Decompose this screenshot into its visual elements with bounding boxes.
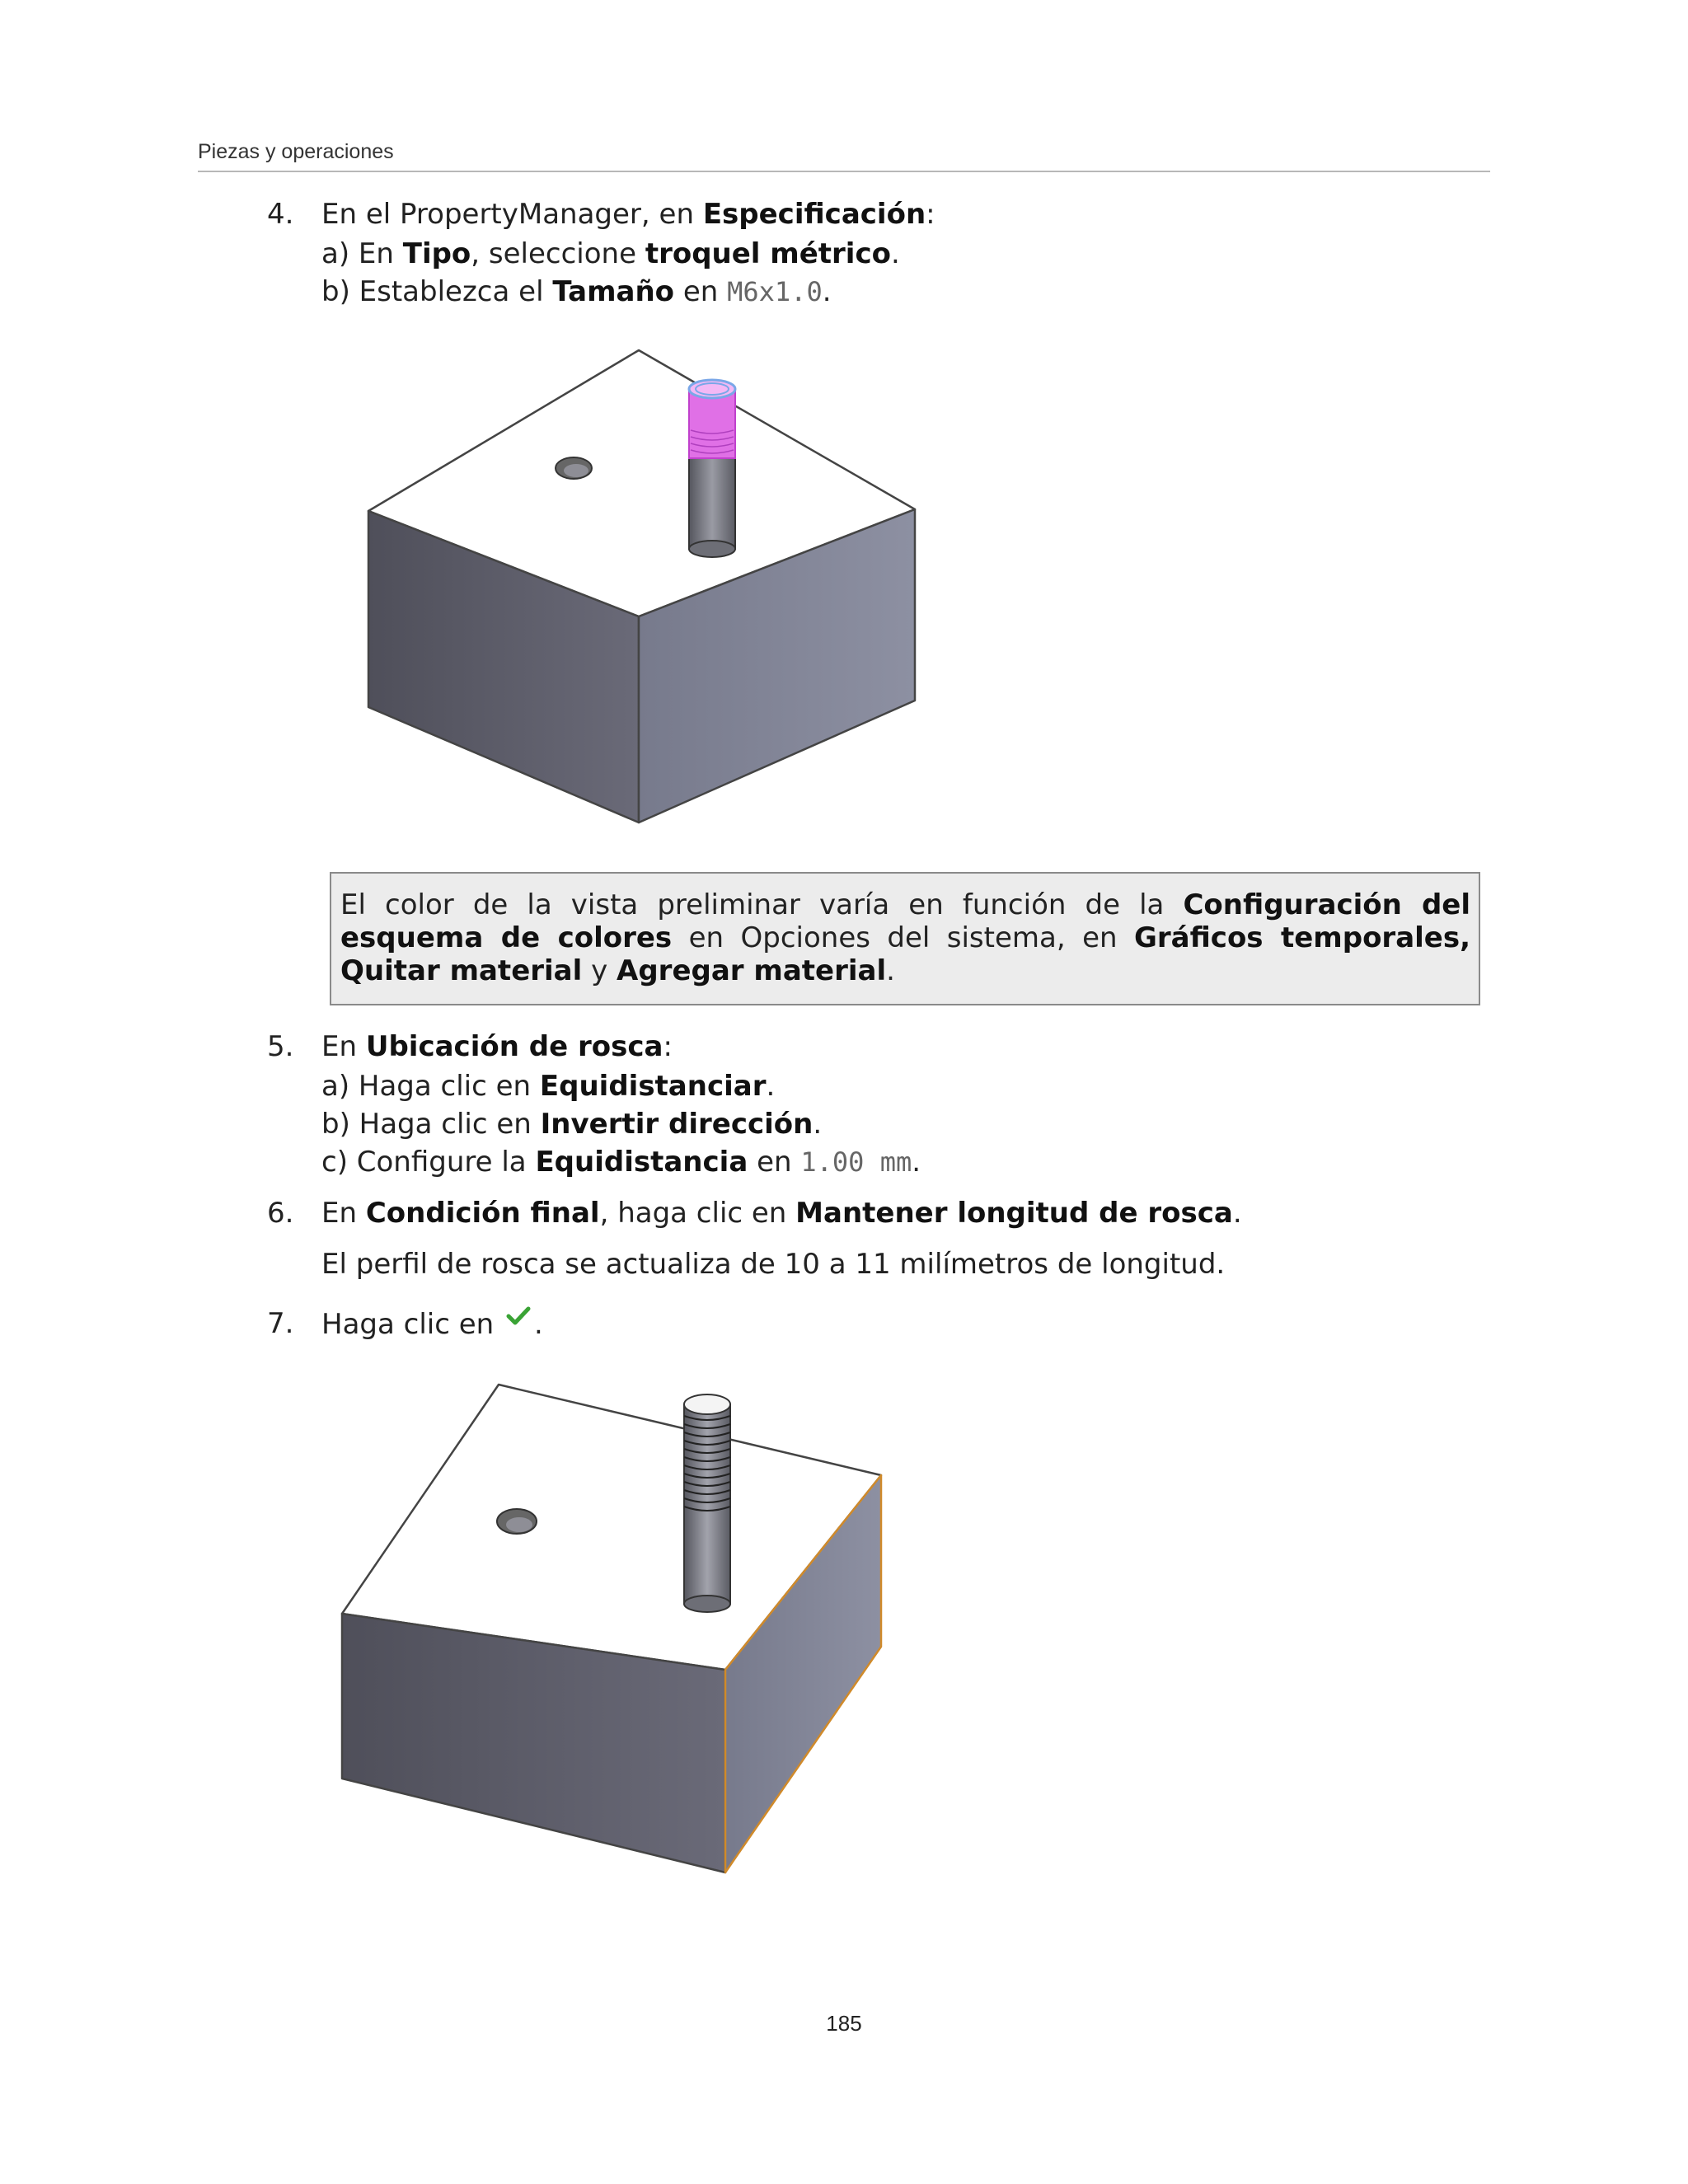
step-5-number: 5. bbox=[267, 1030, 294, 1063]
shaft-cylinder bbox=[689, 458, 735, 549]
step-5-text: En Ubicación de rosca: bbox=[321, 1030, 673, 1063]
step-5a-text: a) Haga clic en Equidistanciar. bbox=[321, 1070, 776, 1103]
step-6-number: 6. bbox=[267, 1197, 294, 1230]
step-6-description: El perfil de rosca se actualiza de 10 a 11 milímetros de longitud. bbox=[321, 1248, 1226, 1281]
note-box: El color de la vista preliminar varía en función de la Configuración del esquema de colores en Opciones del sistema, en Gráficos temporales, Quitar material y Agregar material. bbox=[330, 872, 1480, 1005]
thread-preview bbox=[689, 389, 735, 458]
running-header: Piezas y operaciones bbox=[198, 140, 1490, 172]
step-4-number: 4. bbox=[267, 198, 294, 231]
step-7-text: Haga clic en . bbox=[321, 1305, 543, 1343]
figure-thread-result bbox=[334, 1375, 894, 1879]
step-4a-text: a) En Tipo, seleccione troquel métrico. bbox=[321, 237, 900, 270]
step-6-text: En Condición final, haga clic en Mantener longitud de rosca. bbox=[321, 1197, 1242, 1230]
step-5b-text: b) Haga clic en Invertir dirección. bbox=[321, 1108, 823, 1141]
step-5c-text: c) Configure la Equidistancia en 1.00 mm. bbox=[321, 1146, 921, 1179]
step-4-text: En el PropertyManager, en Especificación: bbox=[321, 198, 935, 231]
step-7-number: 7. bbox=[267, 1307, 294, 1340]
page-number: 185 bbox=[826, 2011, 862, 2036]
step-4b-text: b) Establezca el Tamaño en M6x1.0. bbox=[321, 275, 832, 308]
figure-thread-preview bbox=[363, 346, 923, 832]
green-checkmark-icon[interactable] bbox=[506, 1305, 531, 1327]
